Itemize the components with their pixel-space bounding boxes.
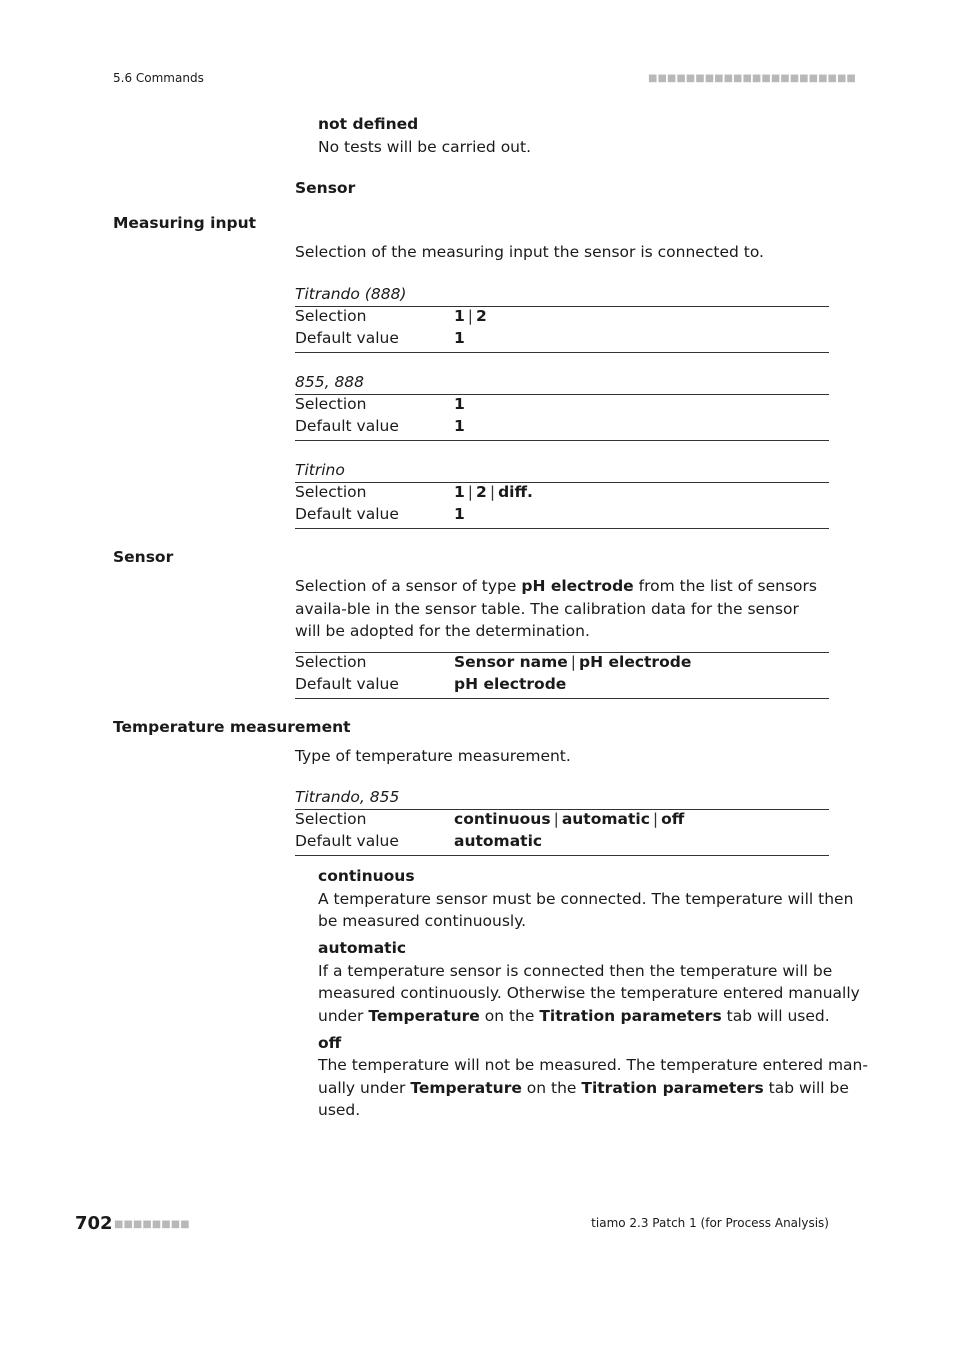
table-selection-value: continuous | automatic | off (454, 810, 685, 828)
option-term-automatic: automatic (318, 939, 407, 957)
table-default-value: pH electrode (454, 675, 567, 693)
table-default-label: Default value (295, 675, 399, 693)
table-rule (295, 440, 829, 441)
table-default-value: automatic (454, 832, 543, 850)
table-selection-value: 1 (454, 395, 465, 413)
table-rule (295, 352, 829, 353)
table-selection-label: Selection (295, 653, 367, 671)
table-caption: Titrino (295, 461, 345, 479)
table-caption: Titrando (888) (295, 285, 407, 303)
option-desc-line: ually under Temperature on the Titration parameters tab will be (318, 1079, 849, 1097)
option-desc-not-defined: No tests will be carried out. (318, 138, 532, 156)
option-term-off: off (318, 1034, 342, 1052)
table-selection-label: Selection (295, 810, 367, 828)
option-desc-line: be measured continuously. (318, 912, 527, 930)
table-caption: Titrando, 855 (295, 788, 400, 806)
table-selection-label: Selection (295, 483, 367, 501)
table-default-label: Default value (295, 329, 399, 347)
table-rule (295, 528, 829, 529)
table-rule (295, 698, 829, 699)
footer-dots: ■■■■■■■■ (114, 1219, 190, 1230)
table-rule (295, 855, 829, 856)
table-selection-value: 1 | 2 (454, 307, 487, 325)
table-selection-label: Selection (295, 307, 367, 325)
table-default-label: Default value (295, 505, 399, 523)
sensor-desc: Selection of a sensor of type pH electrode from the list of sensors availa-ble in the sensor table. The calibration data for the sensor will be adopted for the determination. (295, 577, 817, 640)
option-desc-line: If a temperature sensor is connected then the temperature will be (318, 962, 833, 980)
header-dots: ■■■■■■■■■■■■■■■■■■■■■■ (648, 73, 856, 84)
table-default-value: 1 (454, 505, 465, 523)
table-rule (295, 482, 829, 483)
table-rule (295, 394, 829, 395)
temperature-desc: Type of temperature measurement. (295, 747, 571, 765)
measuring-input-desc: Selection of the measuring input the sensor is connected to. (295, 243, 764, 261)
header-section: 5.6 Commands (113, 71, 204, 85)
measuring-input-heading: Measuring input (113, 214, 257, 232)
option-desc-line: The temperature will not be measured. The temperature entered man- (318, 1056, 868, 1074)
table-selection-value: 1 | 2 | diff. (454, 483, 533, 501)
option-desc-line: under Temperature on the Titration parameters tab will used. (318, 1007, 830, 1025)
page-number: 702 (75, 1213, 113, 1234)
sensor-group-title: Sensor (295, 179, 356, 197)
table-default-label: Default value (295, 832, 399, 850)
option-term-not-defined: not defined (318, 115, 419, 133)
temperature-heading: Temperature measurement (113, 718, 351, 736)
table-selection-label: Selection (295, 395, 367, 413)
option-desc-line: used. (318, 1101, 361, 1119)
option-desc-line: measured continuously. Otherwise the temperature entered manually (318, 984, 860, 1002)
table-selection-value: Sensor name | pH electrode (454, 653, 692, 671)
table-default-value: 1 (454, 329, 465, 347)
sensor-heading: Sensor (113, 548, 174, 566)
table-default-label: Default value (295, 417, 399, 435)
table-default-value: 1 (454, 417, 465, 435)
footer-product: tiamo 2.3 Patch 1 (for Process Analysis) (591, 1216, 829, 1230)
table-rule (295, 306, 829, 307)
option-desc-line: A temperature sensor must be connected. The temperature will then (318, 890, 854, 908)
option-term-continuous: continuous (318, 867, 415, 885)
table-caption: 855, 888 (295, 373, 365, 391)
